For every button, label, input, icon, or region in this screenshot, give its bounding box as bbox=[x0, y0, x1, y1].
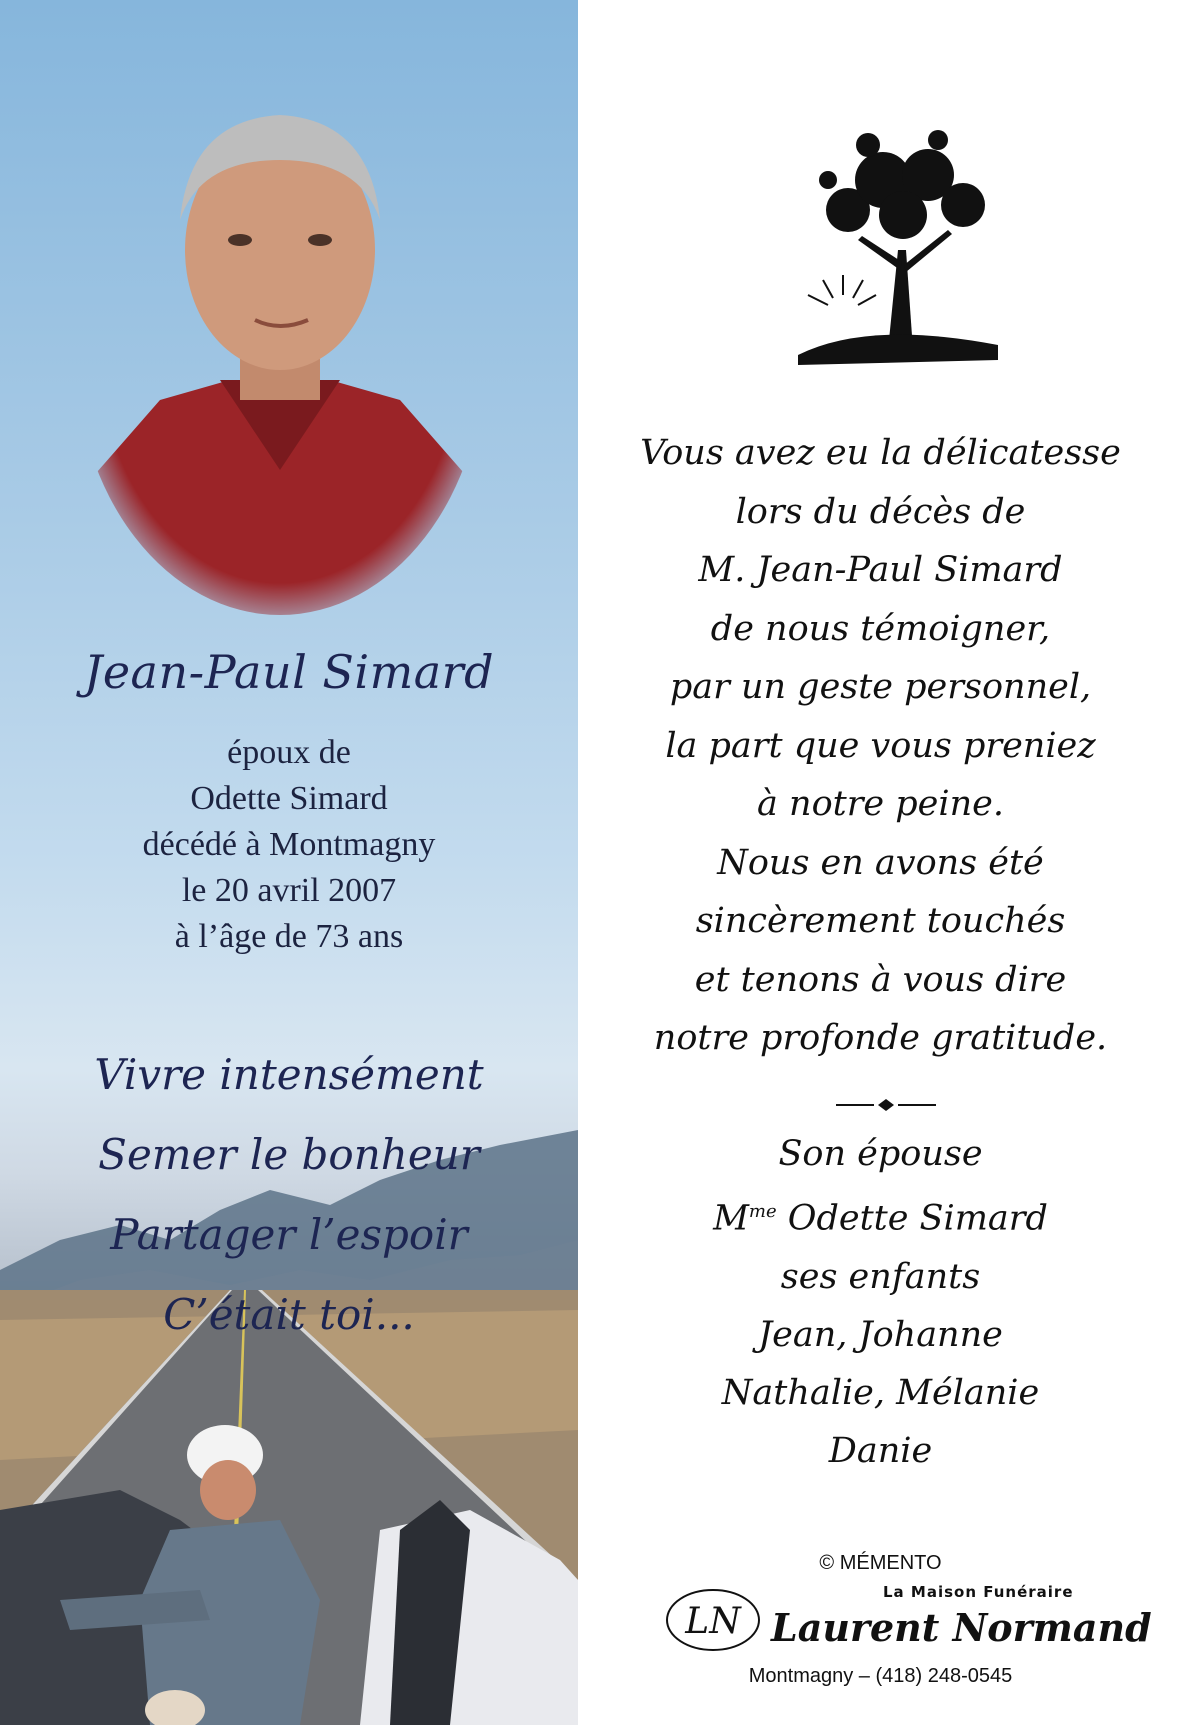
family-line-widow bbox=[578, 1183, 1183, 1248]
family-line: Jean, Johanne bbox=[758, 1314, 1003, 1355]
message-line: notre profonde gratitude. bbox=[653, 1018, 1108, 1058]
message-line: et tenons à vous dire bbox=[694, 959, 1067, 1000]
funeral-home-logo bbox=[663, 1575, 1152, 1665]
family-line: Danie bbox=[828, 1430, 933, 1471]
title-superscript: me bbox=[748, 1201, 777, 1222]
thank-you-panel bbox=[578, 0, 1183, 1725]
ornament-divider-icon bbox=[836, 1098, 936, 1112]
bio-line: le 20 avril 2007 bbox=[181, 872, 397, 909]
family-line: Son épouse bbox=[778, 1134, 983, 1174]
message-line: Vous avez eu la délicatesse bbox=[640, 433, 1121, 473]
tree-illustration-icon bbox=[788, 120, 1008, 370]
bio-line: époux de bbox=[227, 734, 351, 771]
deceased-name: Jean-Paul Simard bbox=[83, 645, 495, 699]
motorcycle-rider-illustration bbox=[0, 1420, 578, 1725]
family-line: Nathalie, Mélanie bbox=[721, 1372, 1040, 1413]
thank-you-message bbox=[578, 424, 1183, 1068]
motto-line: Semer le bonheur bbox=[98, 1130, 480, 1179]
memorial-photo-panel bbox=[0, 0, 578, 1725]
message-line: de nous témoigner, bbox=[710, 608, 1051, 649]
widow-name: Odette Simard bbox=[787, 1198, 1048, 1239]
motto-line: Vivre intensément bbox=[94, 1050, 484, 1099]
biography-text bbox=[0, 730, 578, 960]
message-line: à notre peine. bbox=[757, 784, 1004, 824]
message-line: Nous en avons été bbox=[717, 842, 1044, 883]
bio-line: à l’âge de 73 ans bbox=[174, 918, 404, 955]
monogram-logo-icon bbox=[663, 1585, 763, 1655]
title-prefix: M bbox=[713, 1198, 749, 1239]
message-line: M. Jean-Paul Simard bbox=[698, 550, 1063, 590]
logo-subtitle: La Maison Funéraire bbox=[883, 1583, 1074, 1601]
motto-line: C’était toi... bbox=[163, 1290, 415, 1339]
logo-name: Laurent Normand bbox=[771, 1605, 1152, 1650]
message-line: sincèrement touchés bbox=[695, 901, 1066, 941]
motto-text bbox=[0, 1035, 578, 1355]
message-line: par un geste personnel, bbox=[669, 667, 1092, 707]
message-line: lors du décès de bbox=[735, 491, 1026, 532]
message-line: la part que vous preniez bbox=[665, 725, 1096, 766]
svg-text:LN: LN bbox=[685, 1601, 741, 1642]
motto-line: Partager l’espoir bbox=[110, 1210, 468, 1259]
contact-info: Montmagny – (418) 248-0545 bbox=[748, 1665, 1013, 1687]
copyright-text: © MÉMENTO bbox=[819, 1552, 942, 1574]
bio-line: Odette Simard bbox=[190, 780, 388, 817]
bio-line: décédé à Montmagny bbox=[142, 826, 436, 863]
portrait-photo bbox=[70, 80, 490, 620]
family-signature bbox=[578, 1125, 1183, 1480]
family-line: ses enfants bbox=[780, 1256, 981, 1297]
